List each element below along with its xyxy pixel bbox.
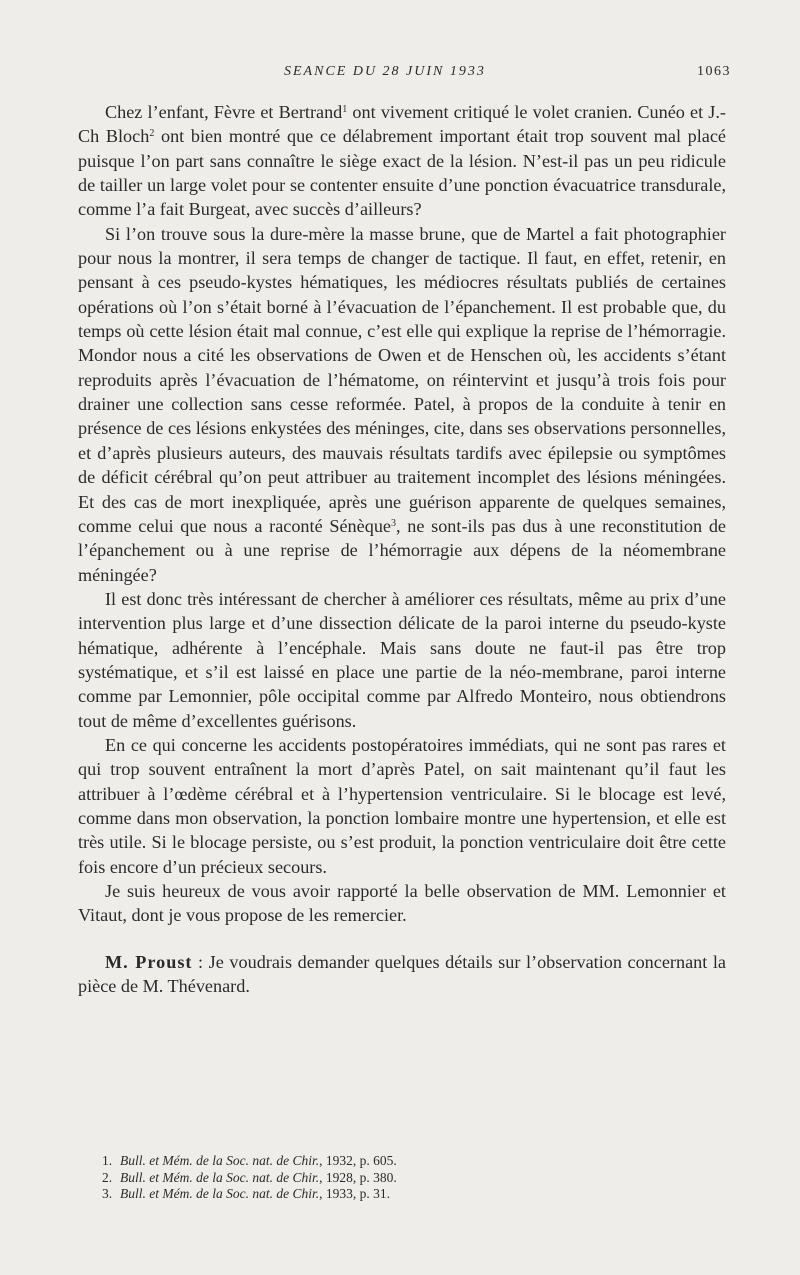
reply-paragraph [78,950,726,999]
footnote [102,1170,662,1187]
footnote [102,1153,662,1170]
footnotes [102,1153,662,1203]
paragraph-text: En ce qui concerne les accidents postopératoires immédiats, qui ne sont pas rares et qui trop souvent entraînent la mort d’après Patel, on sait maintenant qu’il faut les attribuer à l’œdème cérébral et à l’hypertension ventriculaire. Si le blocage est levé, comme dans mon observation, la ponction lombaire montre une hypertension, et elle est très utile. Si le blocage persiste, ou s’est produit, la ponction ventriculaire doit être cette fois encore d’un précieux secours. [78,734,726,877]
footnote-number: 1. [102,1153,113,1168]
paragraph-text: ont vivement critiqué le volet cranien. Cunéo et J.-Ch Bloch [78,102,726,147]
footnote-reference: Bull. et Mém. de la Soc. nat. de Chir. [120,1169,320,1185]
paragraph [78,879,726,928]
page-header [0,64,800,88]
paragraph-text: Si l’on trouve sous la dure-mère la masse brune, que de Martel a fait photographier pour nous la montrer, il sera temps de changer de tactique. Il faut, en effet, retenir, en pensant à ces pseudo-kystes hématiques, les médiocres résultats publiés de certaines opérations où l’on s’était borné à l’évacuation de l’épanchement. Il est probable que, du temps où cette lésion était mal connue, c’est elle qui explique la reprise de l’hémorragie. Mondor nous a cité les observations de Owen et de Henschen où, les accidents s’étant reproduits après l’évacuation de l’hématome, on réintervint et jusqu’à trois fois pour drainer une collection sans cesse reformée. Patel, à propos de la conduite à tenir en présence de ces lésions enkystées des méninges, cite, dans ses observations personnelles, et d’après plusieurs auteurs, des mauvais résultats tardifs avec épilepsie ou symptômes de déficit cérébral qu’on peut attribuer au traitement incomplet des lésions méningées. Et des cas de mort inexpliquée, après une guérison apparente de quelques semaines, comme celui que nous a raconté Sénèque [78,223,726,536]
paragraph [78,222,726,587]
paragraph-text: , ne sont-ils pas dus à une reconstitution de l’épanchement ou à une reprise de l’hémorragie aux dépens de la néomembrane méningée? [78,515,726,585]
running-title: SEANCE DU 28 JUIN 1933 [284,64,486,79]
footnote-number: 3. [102,1186,113,1201]
body-text [78,100,726,998]
footnote-reference: Bull. et Mém. de la Soc. nat. de Chir. [120,1153,320,1168]
paragraph-text: Je suis heureux de vous avoir rapporté la belle observation de MM. Lemonnier et Vitaut, dont je vous propose de les remercier. [78,881,726,926]
paragraph-text: Il est donc très intéressant de chercher à améliorer ces résultats, même au prix d’une intervention plus large et d’une dissection délicate de la paroi interne du pseudo-kyste hématique, adhérente à l’encéphale. Mais sans doute ne faut-il pas être trop systématique, et s’il est laissé en place une partie de la néo-membrane, paroi interne comme par Lemonnier, pôle occipital comme par Alfredo Monteiro, nous obtiendrons tout de même d’excellentes guérisons. [78,588,726,731]
footnote-citation: , 1928, p. 380. [319,1169,397,1185]
reply-text: : Je voudrais demander quelques détails sur l’observation concernant la pièce de M. Thévenard. [78,951,726,997]
footnote-marker: 1 [342,104,348,115]
footnote [102,1186,662,1203]
paragraph-text: Chez l’enfant, Fèvre et Bertrand [105,102,343,122]
footnote-marker: 2 [149,128,155,140]
footnote-citation: , 1932, p. 605. [319,1153,397,1168]
paragraph-list [78,100,726,928]
footnote-number: 2. [102,1169,113,1185]
footnote-marker: 3 [390,517,396,529]
footnote-reference: Bull. et Mém. de la Soc. nat. de Chir. [120,1186,320,1201]
paragraph [78,733,726,879]
paragraph [78,587,726,733]
reply-speaker: M. Proust [105,951,193,972]
paragraph [78,100,726,222]
footnote-citation: , 1933, p. 31. [319,1186,390,1201]
paragraph-text: ont bien montré que ce délabrement important était trop souvent mal placé puisque l’on part sans connaître le siège exact de la lésion. N’est-il pas un peu ridicule de tailler un large volet pour se contenter ensuite d’une ponction évacuatrice transdurale, comme l’a fait Burgeat, avec succès d’ailleurs? [78,126,727,220]
page-number: 1063 [697,64,731,79]
